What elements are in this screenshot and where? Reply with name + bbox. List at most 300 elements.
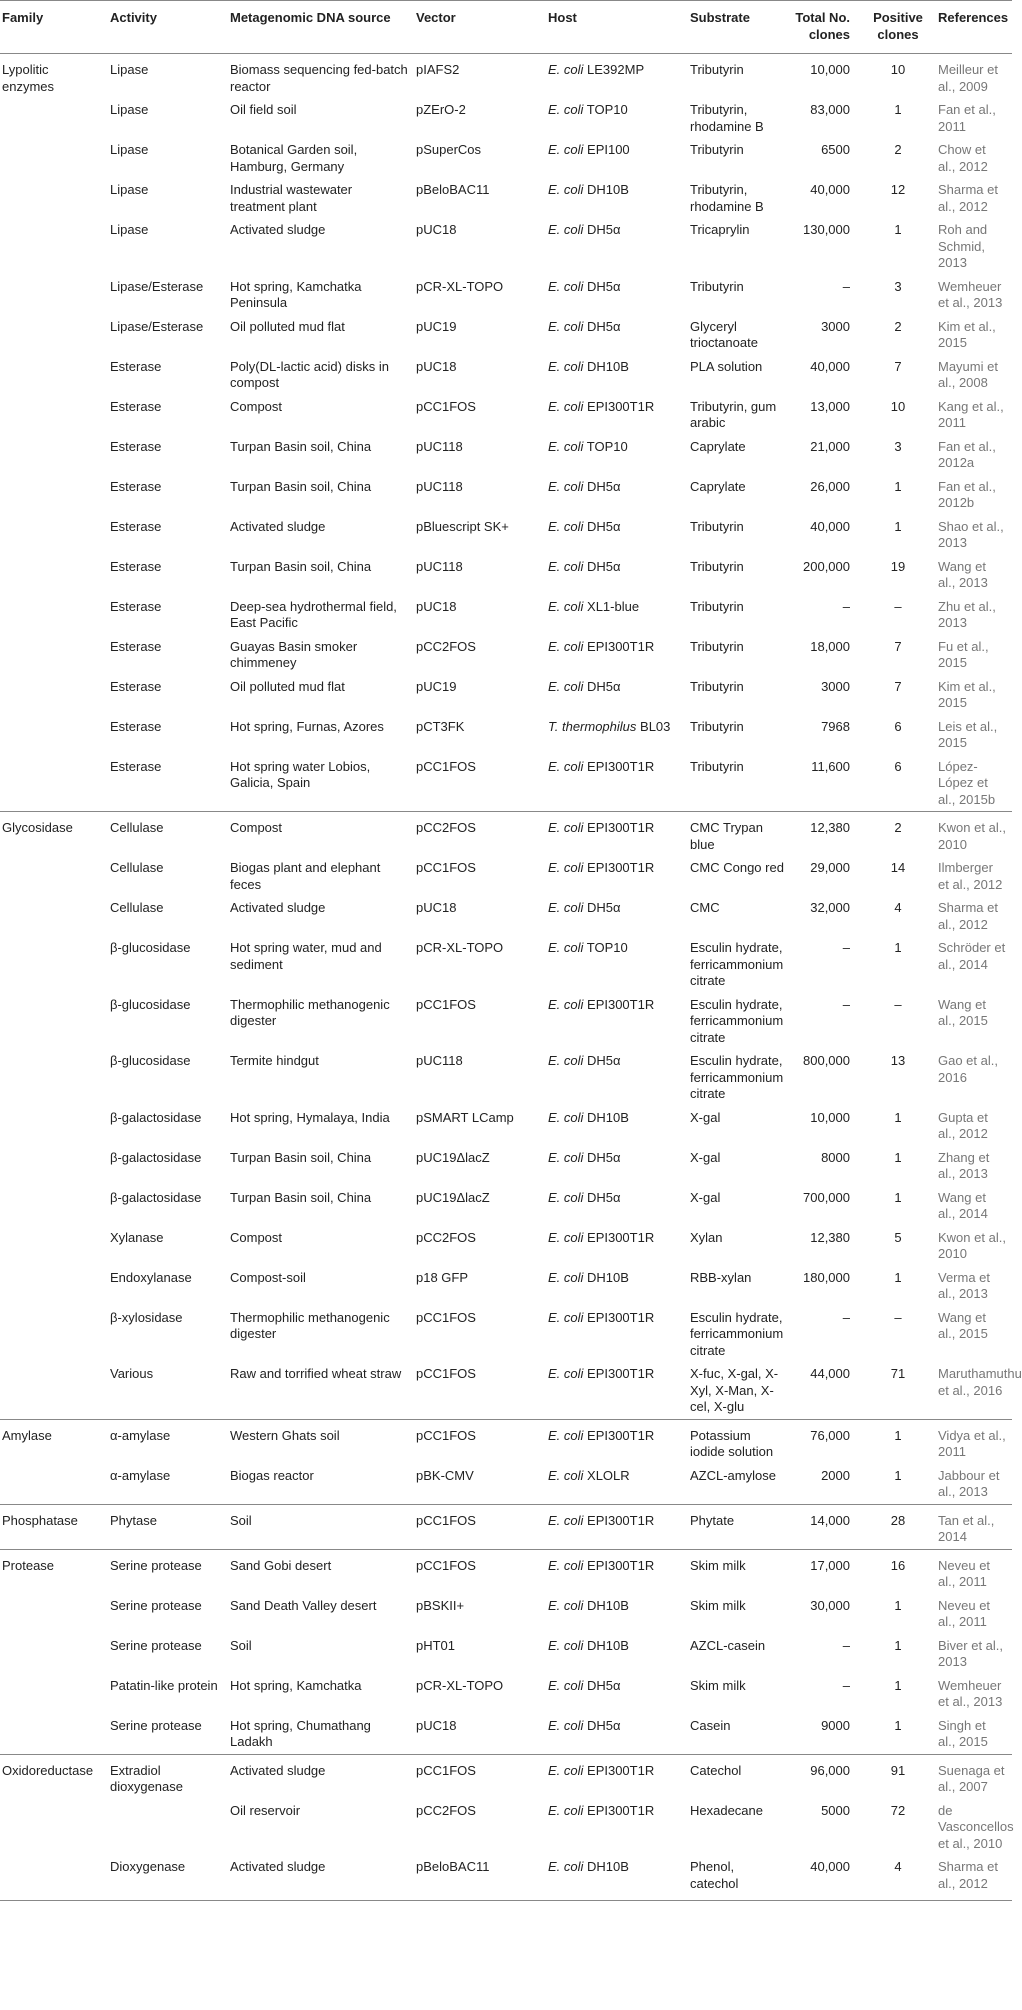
- host-strain: DH5α: [583, 1189, 621, 1205]
- cell-substrate: CMC Trypan blue: [688, 812, 790, 857]
- cell-total-clones: –: [842, 598, 850, 614]
- cell-source: Poly(DL-lactic acid) disks in compost: [230, 358, 389, 390]
- cell-activity: Dioxygenase: [108, 1855, 228, 1901]
- cell-activity: Patatin-like protein: [110, 1677, 218, 1693]
- cell-total-clones: 12,380: [790, 812, 864, 857]
- cell-total-clones: 6500: [821, 142, 850, 157]
- cell-family: Amylase: [0, 1419, 108, 1464]
- cell-positive-clones: 1: [894, 1149, 902, 1165]
- host-strain: DH5α: [583, 222, 621, 237]
- cell-host: [546, 98, 688, 138]
- cell-family: [0, 1674, 108, 1714]
- table-row: [0, 1714, 1012, 1755]
- cell-total-clones: 76,000: [790, 1419, 864, 1464]
- cell-reference: Neveu et al., 2011: [938, 1597, 991, 1629]
- cell-total-clones: –: [842, 996, 850, 1012]
- cell-vector: pCC1FOS: [416, 996, 476, 1012]
- cell-source: Oil polluted mud flat: [230, 678, 345, 694]
- host-species: E. coli: [548, 1557, 584, 1573]
- cell-positive-clones: 16: [864, 1549, 936, 1594]
- cell-host: [546, 355, 688, 395]
- cell-substrate: Skim milk: [690, 1597, 746, 1613]
- cell-reference: Fan et al., 2011: [938, 102, 996, 134]
- cell-reference: Wang et al., 2015: [938, 996, 988, 1028]
- table-row: [0, 1549, 1012, 1594]
- host-species: E. coli: [548, 996, 584, 1012]
- cell-activity: β-galactosidase: [110, 1149, 202, 1165]
- host-species: E. coli: [548, 1229, 584, 1245]
- cell-positive-clones: 1: [894, 478, 902, 494]
- cell-total-clones: 10,000: [810, 1109, 850, 1125]
- table-row: [0, 1146, 1012, 1186]
- cell-substrate: CMC: [690, 900, 720, 915]
- cell-vector: pHT01: [416, 1637, 456, 1653]
- cell-activity: Esterase: [110, 518, 162, 534]
- cell-total-clones: 8000: [821, 1149, 850, 1165]
- cell-activity: Esterase: [110, 718, 162, 734]
- cell-host: [546, 755, 688, 812]
- cell-family: [0, 1714, 108, 1755]
- host-species: E. coli: [548, 358, 584, 374]
- cell-host: [546, 395, 688, 435]
- table-row: [0, 896, 1012, 936]
- host-species: E. coli: [548, 1109, 584, 1125]
- table-row: [0, 1674, 1012, 1714]
- cell-host: [546, 315, 688, 355]
- cell-total-clones: 17,000: [790, 1549, 864, 1594]
- cell-positive-clones: 3: [894, 278, 902, 294]
- cell-source: Oil polluted mud flat: [230, 318, 345, 334]
- cell-reference: Zhu et al., 2013: [938, 598, 996, 630]
- table-row: [0, 1504, 1012, 1549]
- host-species: E. coli: [548, 1677, 584, 1693]
- cell-substrate: CMC Congo red: [690, 860, 784, 875]
- cell-host: [546, 178, 688, 218]
- cell-positive-clones: 7: [894, 638, 902, 654]
- cell-total-clones: –: [842, 278, 850, 294]
- table-row: [0, 812, 1012, 857]
- cell-total-clones: 130,000: [803, 222, 850, 237]
- cell-family: [0, 218, 108, 275]
- cell-host: [546, 715, 688, 755]
- cell-host: [546, 1186, 688, 1226]
- cell-positive-clones: 1: [894, 518, 902, 534]
- cell-family: [0, 1799, 108, 1856]
- cell-substrate: Caprylate: [690, 438, 746, 454]
- host-species: E. coli: [548, 1269, 584, 1285]
- cell-activity: Phytase: [108, 1504, 228, 1549]
- cell-vector: pCT3FK: [416, 718, 465, 734]
- host-species: E. coli: [548, 1427, 584, 1443]
- cell-source: Sand Gobi desert: [228, 1549, 414, 1594]
- table-row: [0, 1306, 1012, 1363]
- cell-substrate: Tributyrin: [690, 278, 744, 294]
- cell-family: [0, 475, 108, 515]
- table-row: [0, 435, 1012, 475]
- header-source: Metagenomic DNA source: [228, 1, 414, 54]
- host-strain: DH5α: [583, 1677, 621, 1693]
- host-species: E. coli: [548, 318, 584, 334]
- cell-reference: Gupta et al., 2012: [938, 1109, 988, 1141]
- cell-host: [546, 1306, 688, 1363]
- cell-source: Oil field soil: [230, 102, 297, 117]
- host-strain: EPI300T1R: [583, 1309, 655, 1325]
- cell-positive-clones: 3: [894, 438, 902, 454]
- cell-source: Activated sludge: [228, 1754, 414, 1799]
- table-row: [0, 1049, 1012, 1106]
- host-strain: EPI300T1R: [583, 1427, 655, 1443]
- host-species: E. coli: [548, 182, 584, 197]
- cell-substrate: RBB-xylan: [690, 1269, 752, 1285]
- cell-reference: Wang et al., 2015: [938, 1309, 988, 1341]
- table-row: [0, 54, 1012, 99]
- cell-total-clones: 44,000: [810, 1366, 850, 1381]
- cell-substrate: Esculin hydrate, ferricammonium citrate: [690, 1053, 784, 1101]
- host-strain: TOP10: [583, 940, 628, 955]
- cell-source: Compost: [230, 1229, 283, 1245]
- cell-activity: Esterase: [110, 558, 162, 574]
- cell-positive-clones: 2: [864, 812, 936, 857]
- cell-positive-clones: 7: [894, 678, 902, 694]
- header-references: References: [936, 1, 1012, 54]
- host-strain: DH10B: [583, 1109, 629, 1125]
- host-strain: DH5α: [583, 318, 621, 334]
- table-row: [0, 1186, 1012, 1226]
- host-species: E. coli: [548, 102, 584, 117]
- cell-substrate: Tricaprylin: [690, 222, 750, 237]
- cell-substrate: Hexadecane: [690, 1802, 763, 1818]
- cell-vector: pUC19: [416, 318, 457, 334]
- host-species: E. coli: [548, 598, 584, 614]
- table-row: [0, 1226, 1012, 1266]
- cell-reference: Sharma et al., 2012: [936, 1855, 1012, 1901]
- cell-source: Compost: [228, 812, 414, 857]
- table-row: [0, 1266, 1012, 1306]
- cell-positive-clones: 1: [894, 1109, 902, 1125]
- cell-activity: Esterase: [110, 398, 162, 414]
- table-row: [0, 993, 1012, 1050]
- cell-host: [546, 1464, 688, 1505]
- host-species: E. coli: [548, 940, 584, 955]
- table-row: [0, 515, 1012, 555]
- cell-substrate: Xylan: [690, 1229, 723, 1245]
- host-strain: EPI300T1R: [583, 638, 655, 654]
- cell-vector: pBeloBAC11: [416, 182, 490, 197]
- cell-substrate: Catechol: [688, 1754, 790, 1799]
- cell-host: [546, 675, 688, 715]
- cell-reference: Jabbour et al., 2013: [938, 1467, 1000, 1499]
- host-strain: EPI300T1R: [583, 1802, 655, 1818]
- host-species: E. coli: [548, 1859, 584, 1874]
- cell-host: [546, 936, 688, 993]
- cell-source: Turpan Basin soil, China: [230, 1189, 372, 1205]
- cell-host: [546, 1634, 688, 1674]
- cell-source: Hot spring, Chumathang Ladakh: [230, 1717, 371, 1749]
- cell-total-clones: 29,000: [810, 860, 850, 875]
- cell-source: Raw and torrified wheat straw: [230, 1366, 402, 1381]
- cell-source: Botanical Garden soil, Hamburg, Germany: [230, 142, 358, 174]
- cell-source: Soil: [228, 1504, 414, 1549]
- cell-reference: Chow et al., 2012: [938, 142, 988, 174]
- host-species: E. coli: [548, 398, 584, 414]
- cell-source: Soil: [230, 1637, 252, 1653]
- cell-vector: pCC1FOS: [414, 1754, 546, 1799]
- cell-host: [546, 1799, 688, 1856]
- cell-substrate: AZCL-casein: [690, 1637, 766, 1653]
- cell-family: Lypolitic enzymes: [0, 54, 108, 99]
- cell-reference: Shao et al., 2013: [938, 518, 1004, 550]
- cell-host: [546, 1504, 688, 1549]
- cell-activity: Esterase: [110, 598, 162, 614]
- cell-activity: Endoxylanase: [110, 1269, 192, 1285]
- cell-host: [546, 435, 688, 475]
- cell-vector: pBSKII+: [416, 1597, 465, 1613]
- cell-activity: Lipase: [110, 102, 149, 117]
- cell-vector: pUC118: [416, 1053, 463, 1068]
- cell-host: [546, 475, 688, 515]
- cell-source: Activated sludge: [230, 518, 326, 534]
- cell-activity: Cellulase: [110, 860, 164, 875]
- host-strain: DH10B: [583, 1637, 629, 1653]
- cell-activity: Cellulase: [108, 812, 228, 857]
- cell-activity: α-amylase: [108, 1419, 228, 1464]
- cell-host: [546, 595, 688, 635]
- header-positive-clones: Positive clones: [864, 1, 936, 54]
- cell-positive-clones: 10: [864, 54, 936, 99]
- cell-reference: Fan et al., 2012a: [938, 438, 996, 470]
- cell-source: Western Ghats soil: [228, 1419, 414, 1464]
- cell-total-clones: 18,000: [810, 638, 850, 654]
- cell-substrate: Caprylate: [690, 478, 746, 494]
- host-strain: XLOLR: [583, 1467, 630, 1483]
- cell-family: [0, 936, 108, 993]
- cell-family: Oxidoreductase: [0, 1754, 108, 1799]
- cell-reference: Tan et al., 2014: [936, 1504, 1012, 1549]
- cell-positive-clones: –: [894, 996, 902, 1012]
- cell-substrate: X-gal: [690, 1109, 721, 1125]
- cell-positive-clones: 7: [894, 358, 902, 374]
- cell-substrate: AZCL-amylose: [690, 1467, 776, 1483]
- header-substrate: Substrate: [688, 1, 790, 54]
- cell-family: [0, 395, 108, 435]
- cell-vector: pCC2FOS: [416, 1229, 476, 1245]
- host-species: E. coli: [548, 438, 584, 454]
- cell-total-clones: 30,000: [810, 1597, 850, 1613]
- cell-reference: Kwon et al., 2010: [936, 812, 1012, 857]
- cell-positive-clones: 1: [894, 1467, 902, 1483]
- cell-positive-clones: –: [894, 598, 902, 614]
- cell-activity: Extradiol dioxygenase: [108, 1754, 228, 1799]
- cell-total-clones: 96,000: [790, 1754, 864, 1799]
- cell-vector: pCC1FOS: [416, 398, 476, 414]
- cell-substrate: Tributyrin: [690, 598, 744, 614]
- table-row: [0, 755, 1012, 812]
- host-strain: DH10B: [583, 1269, 629, 1285]
- cell-vector: pCR-XL-TOPO: [416, 940, 504, 955]
- cell-family: [0, 515, 108, 555]
- host-strain: DH5α: [583, 518, 621, 534]
- cell-source: Biogas plant and elephant feces: [230, 860, 381, 892]
- cell-vector: pUC118: [416, 478, 463, 494]
- cell-substrate: Tributyrin, gum arabic: [690, 398, 777, 430]
- table-row: [0, 1419, 1012, 1464]
- cell-vector: pCC1FOS: [414, 1419, 546, 1464]
- cell-family: [0, 755, 108, 812]
- cell-substrate: Tributyrin: [688, 54, 790, 99]
- host-strain: DH5α: [583, 278, 621, 294]
- cell-activity: Xylanase: [110, 1229, 164, 1245]
- cell-activity: β-galactosidase: [110, 1109, 202, 1125]
- cell-activity: Lipase/Esterase: [110, 278, 204, 294]
- cell-family: [0, 856, 108, 896]
- cell-family: [0, 675, 108, 715]
- cell-total-clones: 21,000: [810, 438, 850, 454]
- cell-host: [546, 1266, 688, 1306]
- cell-vector: pUC118: [416, 558, 463, 574]
- cell-family: Phosphatase: [0, 1504, 108, 1549]
- cell-reference: Ilmberger et al., 2012: [938, 860, 1003, 892]
- cell-positive-clones: 2: [894, 142, 902, 157]
- cell-host: [546, 1049, 688, 1106]
- cell-total-clones: 11,600: [811, 758, 850, 774]
- cell-total-clones: –: [842, 940, 850, 955]
- host-strain: XL1-blue: [583, 598, 640, 614]
- cell-reference: Wang et al., 2014: [938, 1189, 988, 1221]
- cell-positive-clones: 1: [864, 1419, 936, 1464]
- cell-positive-clones: 1: [894, 102, 902, 117]
- cell-vector: pCC2FOS: [414, 812, 546, 857]
- cell-substrate: Tributyrin: [690, 758, 744, 774]
- table-row: [0, 218, 1012, 275]
- cell-total-clones: 40,000: [790, 1855, 864, 1901]
- host-strain: EPI300T1R: [583, 1366, 655, 1381]
- table-row: [0, 856, 1012, 896]
- host-species: E. coli: [548, 678, 584, 694]
- cell-total-clones: –: [842, 1309, 850, 1325]
- cell-activity: Serine protease: [110, 1637, 202, 1653]
- table-row: [0, 1855, 1012, 1901]
- host-species: E. coli: [548, 278, 584, 294]
- cell-positive-clones: 13: [890, 1053, 906, 1068]
- table-row: [0, 1106, 1012, 1146]
- cell-total-clones: 40,000: [810, 182, 850, 197]
- host-species: E. coli: [548, 62, 584, 77]
- cell-reference: de Vasconcellos et al., 2010: [938, 1802, 1014, 1851]
- host-strain: DH5α: [583, 558, 621, 574]
- cell-reference: Schröder et al., 2014: [938, 940, 1006, 972]
- cell-positive-clones: 1: [894, 222, 902, 237]
- cell-positive-clones: 6: [894, 718, 902, 734]
- cell-host: [546, 218, 688, 275]
- cell-activity: Serine protease: [108, 1549, 228, 1594]
- cell-family: [0, 1362, 108, 1419]
- cell-total-clones: 40,000: [810, 358, 850, 374]
- cell-total-clones: 700,000: [803, 1189, 850, 1205]
- host-species: E. coli: [548, 1762, 584, 1778]
- cell-total-clones: 32,000: [810, 900, 850, 915]
- cell-family: [0, 1146, 108, 1186]
- host-strain: DH5α: [583, 678, 621, 694]
- cell-total-clones: 5000: [821, 1802, 850, 1818]
- host-species: E. coli: [548, 1717, 584, 1733]
- cell-positive-clones: 1: [894, 1637, 902, 1653]
- host-species: E. coli: [548, 758, 584, 774]
- cell-total-clones: 200,000: [803, 558, 850, 574]
- cell-reference: Kim et al., 2015: [938, 318, 996, 350]
- cell-total-clones: 800,000: [803, 1053, 850, 1068]
- cell-source: Hot spring water, mud and sediment: [230, 940, 382, 972]
- cell-reference: Wang et al., 2013: [938, 558, 988, 590]
- cell-host: [546, 1594, 688, 1634]
- table-row: [0, 1362, 1012, 1419]
- table-row: [0, 1799, 1012, 1856]
- cell-reference: Singh et al., 2015: [938, 1717, 988, 1749]
- cell-vector: pBK-CMV: [416, 1467, 474, 1483]
- cell-substrate: Esculin hydrate, ferricammonium citrate: [690, 1309, 784, 1358]
- cell-positive-clones: 2: [894, 318, 902, 334]
- cell-vector: p18 GFP: [416, 1269, 469, 1285]
- cell-activity: Esterase: [110, 758, 162, 774]
- table-row: [0, 275, 1012, 315]
- cell-substrate: Casein: [690, 1717, 731, 1733]
- cell-positive-clones: 91: [864, 1754, 936, 1799]
- cell-substrate: Tributyrin, rhodamine B: [690, 182, 764, 214]
- cell-host: [546, 54, 688, 99]
- host-species: E. coli: [548, 1467, 584, 1483]
- cell-family: Glycosidase: [0, 812, 108, 857]
- table-row: [0, 555, 1012, 595]
- cell-vector: pSMART LCamp: [416, 1109, 514, 1125]
- cell-positive-clones: 4: [894, 900, 902, 915]
- cell-source: Turpan Basin soil, China: [230, 1149, 372, 1165]
- cell-vector: pUC18: [416, 358, 457, 374]
- cell-activity: Esterase: [110, 438, 162, 454]
- cell-source: Biomass sequencing fed-batch reactor: [228, 54, 414, 99]
- cell-substrate: Tributyrin: [690, 518, 744, 534]
- host-species: E. coli: [548, 820, 584, 835]
- host-strain: DH5α: [583, 900, 621, 915]
- host-strain: EPI300T1R: [583, 758, 655, 774]
- host-strain: TOP10: [583, 438, 628, 454]
- cell-family: [0, 635, 108, 675]
- host-strain: DH10B: [583, 358, 629, 374]
- cell-substrate: Tributyrin: [690, 142, 744, 157]
- cell-family: [0, 715, 108, 755]
- cell-activity: α-amylase: [110, 1467, 171, 1483]
- table-row: [0, 395, 1012, 435]
- cell-vector: pSuperCos: [416, 142, 482, 157]
- table-row: [0, 138, 1012, 178]
- cell-reference: Gao et al., 2016: [938, 1053, 998, 1085]
- cell-family: [0, 1855, 108, 1901]
- cell-host: [546, 1226, 688, 1266]
- cell-source: Hot spring, Kamchatka Peninsula: [230, 278, 362, 310]
- host-strain: EPI300T1R: [583, 1512, 655, 1528]
- cell-substrate: Phytate: [688, 1504, 790, 1549]
- cell-reference: Kang et al., 2011: [938, 398, 1004, 430]
- cell-source: Turpan Basin soil, China: [230, 558, 372, 574]
- table-row: [0, 936, 1012, 993]
- cell-source: Hot spring, Kamchatka: [230, 1677, 362, 1693]
- cell-host: [546, 138, 688, 178]
- cell-source: Thermophilic methanogenic digester: [230, 996, 390, 1028]
- cell-positive-clones: 1: [894, 1269, 902, 1285]
- cell-reference: Roh and Schmid, 2013: [938, 222, 988, 270]
- cell-source: Hot spring, Furnas, Azores: [230, 718, 384, 734]
- cell-activity: Lipase: [110, 182, 149, 197]
- cell-source: Biogas reactor: [230, 1467, 314, 1483]
- cell-vector: pCC1FOS: [414, 1549, 546, 1594]
